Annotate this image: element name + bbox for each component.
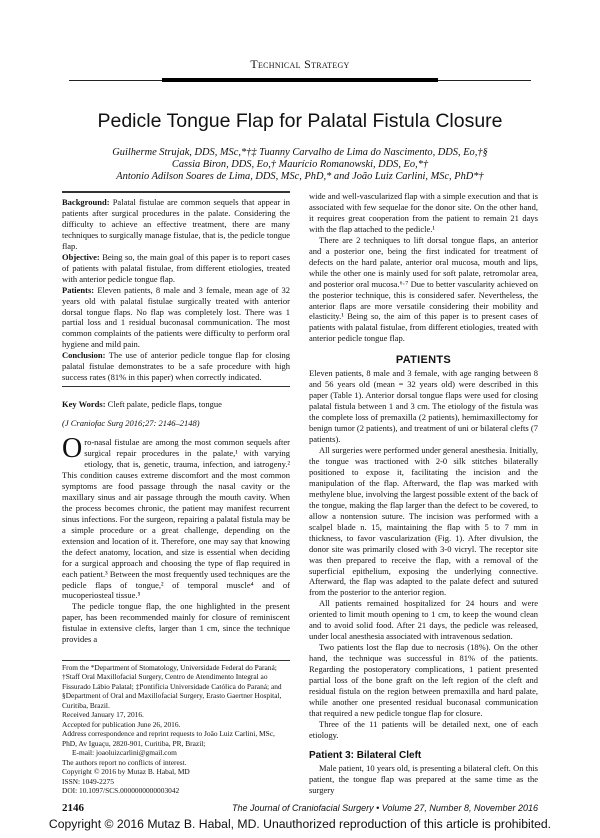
correspondence-address: Address correspondence and reprint requests to João Luiz Carlini, MSc, PhD, Av Iguaçu, 2820-901, Curitiba, PR, Brazil; [62,729,275,748]
email-link[interactable]: E-mail: joaoluizcarlini@gmail.com [72,748,177,758]
abstract-conclusion: Conclusion: The use of anterior pedicle tongue flap for closing palatal fistulae demonstrates to be a safe procedure with high success rates (81% in this paper) when correctly indicated. [62,350,290,383]
subsection-heading-patient-3: Patient 3: Bilateral Cleft [309,749,422,761]
author-line: Guilherme Strujak, DDS, MSc,*†‡ Tuanny Carvalho de Lima do Nascimento, DDS, Eo,†§ [112,147,488,158]
spacer [62,645,290,655]
body-paragraph: Two patients lost the flap due to necrosis (18%). On the other hand, the technique was successful in 81% of the patients. Regarding the postoperatory complications, 1 patient presented partial loss of the bone graft on the left region of the cleft and residual fistula on the region between premaxilla and hard palate, while another one presented residual buconasal communication that required a new pedicle tongue flap for closure. [309,642,538,718]
right-column [309,191,538,796]
doi[interactable]: DOI: 10.1097/SCS.0000000000003042 [62,786,180,796]
intro-paragraph: The pedicle tongue flap, the one highlighted in the present paper, has been recommended mainly for closure of reminiscent fistulae in extensive clefts, larger than 1 cm, since the technique provides a [62,601,290,645]
page-number: 2146 [62,801,84,814]
body-paragraph: Eleven patients, 8 male and 3 female, with age ranging between 8 and 56 years old (mean = 32 years old) were described in this paper (Table 1). Anterior dorsal tongue flaps were used for closing palatal fistula between 1 and 3 cm. The etiology of the fistula was the complete loss of premaxilla (2 patients), hemimaxillectomy for benign tumor (2 patients), and treatment of uni or bilateral clefts (7 patients). [309,368,538,445]
body-paragraph: All patients remained hospitalized for 24 hours and were oriented to limit mouth opening to 1 cm, to keep the wound clean and to avoid solid food. After 21 days, the pedicle was released, under local anesthesia associated with intravenous sedation. [309,598,538,642]
body-paragraph: There are 2 techniques to lift dorsal tongue flaps, an anterior and a posterior one, being the first indicated for treatment of defects on the hard palate, anterior oral mucosa, mouth and lips, while the other one is mainly used for soft palate, retromolar area, and posterior oral mucosa.⁶·⁷ Due to better vascularity achieved on the posterior technique, this is considered safer. Nevertheless, the anterior flaps are more versatile considering their mobility and elasticity.¹ Being so, the aim of this paper is to present cases of patients with palatal fistulae, from different etiologies, treated with anterior pedicle tongue flap. [309,234,538,344]
issn: ISSN: 1049-2275 [62,776,114,786]
conflicts-statement: The authors report no conflicts of interest. [62,757,187,767]
intro-paragraph: Oro-nasal fistulae are among the most common sequels after surgical repair procedures in the palate,¹ with varying etiology, that is, genetic, trauma, infection, and iatrogeny.² This condition causes extreme discomfort and the most common symptoms are food passage through the nasal cavity or the maxillary sinus and air passage through the mouth cavity. When the process becomes chronic, the patient may manifest recurrent sinus infections. For the surgeon, repairing a palatal fistula may be a simple procedure or a great challenge, depending on the extension and location of it. Therefore, one may say that knowing the defect anatomy, location, and size is essential when deciding for a surgical approach and choosing the type of flap required in each patient.³ Between the most frequently used techniques are the pedicle flaps of tongue,² of temporal muscle⁴ and of mucoperiosteal tissue.⁵ [62,433,290,601]
section-label: Technical Strategy [250,57,350,71]
left-column [62,191,290,796]
author-line: Antonio Adilson Soares de Lima, DDS, MSc, PhD,* and João Luiz Carlini, MSc, PhD*† [116,171,484,182]
introduction [62,433,290,645]
copyright-banner: Copyright © 2016 Mutaz B. Habal, MD. Unauthorized reproduction of this article is prohibited. [48,816,552,831]
journal-info: The Journal of Craniofacial Surgery • Volume 27, Number 8, November 2016 [232,802,538,813]
body-paragraph: Three of the 11 patients will be detailed next, one of each etiology. [309,718,538,740]
article-title: Pedicle Tongue Flap for Palatal Fistula Closure [97,110,503,132]
keywords: Key Words: Cleft palate, pedicle flaps, tongue [62,399,222,410]
accepted-date: Accepted for publication June 26, 2016. [62,719,181,729]
abstract-patients: Patients: Eleven patients, 8 male and 3 female, mean age of 32 years old with palatal fistulae surgically treated with anterior dorsal tongue flaps. No flap was completely lost. There was 1 partial loss and 1 residual buconasal communication. The most common complaints of the patients were difficulty to perform oral hygiene and mild pain. [62,284,290,350]
copyright-note: Copyright © 2016 by Mutaz B. Habal, MD [62,767,190,777]
two-column-body [62,191,538,796]
received-date: Received January 17, 2016. [62,710,144,720]
section-heading-patients: PATIENTS [395,354,452,367]
header-rule-group [69,78,531,83]
author-line: Cassia Biron, DDS, Eo,† Maurício Romanowski, DDS, Eo,*† [171,159,429,170]
author-list [60,147,540,183]
header-rule-accent [162,78,438,82]
body-paragraph: All surgeries were performed under general anesthesia. Initially, the tongue was tractioned with 2-0 silk stitches bilaterally positioned to expose it, facilitating the incision and the manipulation of the flap. Afterward, the flap was marked with methylene blue, involving the largest possible extent of the back of the tongue, making the flap larger than the defect to be covered, to allow a nontension suture. The incision was performed with a scalpel blade n. 15, maintaining the flap with 5 to 7 mm in thickness, to favor vascularization (Fig. 1). After divulsion, the donor site was primarily closed with 3-0 vicryl. The receptor site was then prepared to receive the flap, with a removal of the superficial epithelium, exposing the underlying connective. Afterward, the flap was adapted to the palate defect and sutured from the posterior to the anterior region. [309,445,538,598]
footnote [62,660,290,796]
abstract-objective: Objective: Being so, the main goal of this paper is to report cases of patients with palatal fistulae, from different etiologies, treated with anterior pedicle tongue flap. [62,251,290,284]
abstract [62,191,290,387]
abstract-background: Background: Palatal fistulae are common sequels that appear in patients after surgical procedures in the palate. Considering the difficulty to achieve an effective treatment, there are many techniques to surgically manage fistulae, that is, the pedicle tongue flap. [62,197,290,251]
body-paragraph: Male patient, 10 years old, is presenting a bilateral cleft. On this patient, the tongue flap was prepared at the same time as the surgery [309,762,538,795]
body-paragraph: wide and well-vascularized flap with a simple execution and that is associated with few sequelae for the donor site. On the other hand, it requires great cooperation from the patient to remain 21 days with the flap attached to the pedicle.¹ [309,191,538,234]
affiliations: From the *Department of Stomatology, Universidade Federal do Paraná; †Staff Oral Maxillofacial Surgery, Centro de Atendimento Integral ao Fissurado Lábio Palatal; ‡Pontifícia Universidade Católica do Paraná; and §Department of Oral and Maxillofacial Surgery, Erasto Gaertner Hospital, Curitiba, Brazil. [62,662,282,710]
drop-cap: O [62,433,83,465]
citation: (J Craniofac Surg 2016;27: 2146–2148) [62,418,200,429]
page-footer [62,802,538,815]
